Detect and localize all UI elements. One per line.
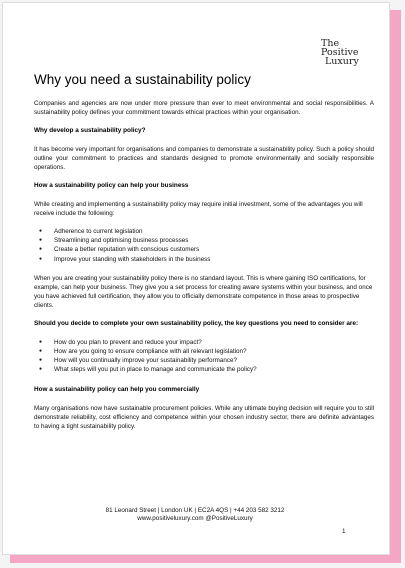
- list-item: ● Improve your standing with stakeholders in the business: [34, 255, 374, 264]
- section-body-why-develop: It has become very important for organisations and companies to demonstrate a sustainability policy. Such a policy should outline your commitment to practices and standards designed to promote environmentally and socially responsible operations.: [34, 146, 374, 171]
- page-footer: [20, 507, 370, 523]
- section-body-help-business: While creating and implementing a sustainability policy may require initial investment, some of the advantages you will receive include the following:: [34, 201, 363, 217]
- page-number: 1: [342, 528, 346, 535]
- section-heading-key-questions: Should you decide to complete your own sustainability policy, the key questions you need to consider are:: [34, 319, 359, 327]
- list-item: ● Adherence to current legislation: [34, 227, 374, 236]
- footer-web: www.positiveluxury.com @PositiveLuxury: [137, 515, 253, 522]
- page-shadow-bottom: [10, 554, 401, 563]
- list-item: ● How will you continually improve your sustainability performance?: [34, 356, 374, 365]
- document-content: [34, 72, 374, 440]
- section-body-commercial: Many organisations now have sustainable procurement policies. While any ultimate buying decision will require you to still demonstrate reliability, cost efficiency and competence within your chosen industry sector, there are definite advantages to having a tight sustainability policy.: [34, 404, 374, 430]
- list-item: ● How do you plan to prevent and reduce your impact?: [34, 338, 374, 347]
- logo-line-1: The Positive: [321, 38, 359, 58]
- footer-address: 81 Leonard Street | London UK | EC2A 4QS | +44 203 582 3212: [105, 507, 285, 514]
- list-item: ● How are you going to ensure compliance with all relevant legislation?: [34, 347, 374, 356]
- list-item: ● What steps will you put in place to manage and communicate the policy?: [34, 365, 374, 374]
- section-heading-commercial: How a sustainability policy can help you commercially: [34, 385, 200, 393]
- page-title: Why you need a sustainability policy: [34, 72, 251, 87]
- page-shadow-right: [389, 10, 401, 562]
- section-body-iso: When you are creating your sustainability policy there is no standard layout. This is where gaining ISO certifications, for example, can help your business. They give you a set process for creating aware systems within your business, and once you have achieved full certification, they allow you to officially demonstrate competence in those areas to prospective clients.: [34, 274, 373, 309]
- logo-line-2: Luxury: [325, 56, 359, 67]
- advantages-list: [34, 227, 374, 264]
- key-questions-list: [34, 338, 374, 375]
- list-item: ● Create a better reputation with conscious customers: [34, 245, 374, 254]
- positive-luxury-logo: [321, 39, 373, 66]
- section-heading-why-develop: Why develop a sustainability policy?: [34, 127, 146, 134]
- list-item: ● Streamlining and optimising business processes: [34, 236, 374, 245]
- intro-paragraph: Companies and agencies are now under more pressure than ever to meet environmental and social responsibilities. A sustainability policy defines your commitment towards ethical practices within your organisation.: [34, 100, 374, 116]
- section-heading-help-business: How a sustainability policy can help your business: [34, 182, 189, 189]
